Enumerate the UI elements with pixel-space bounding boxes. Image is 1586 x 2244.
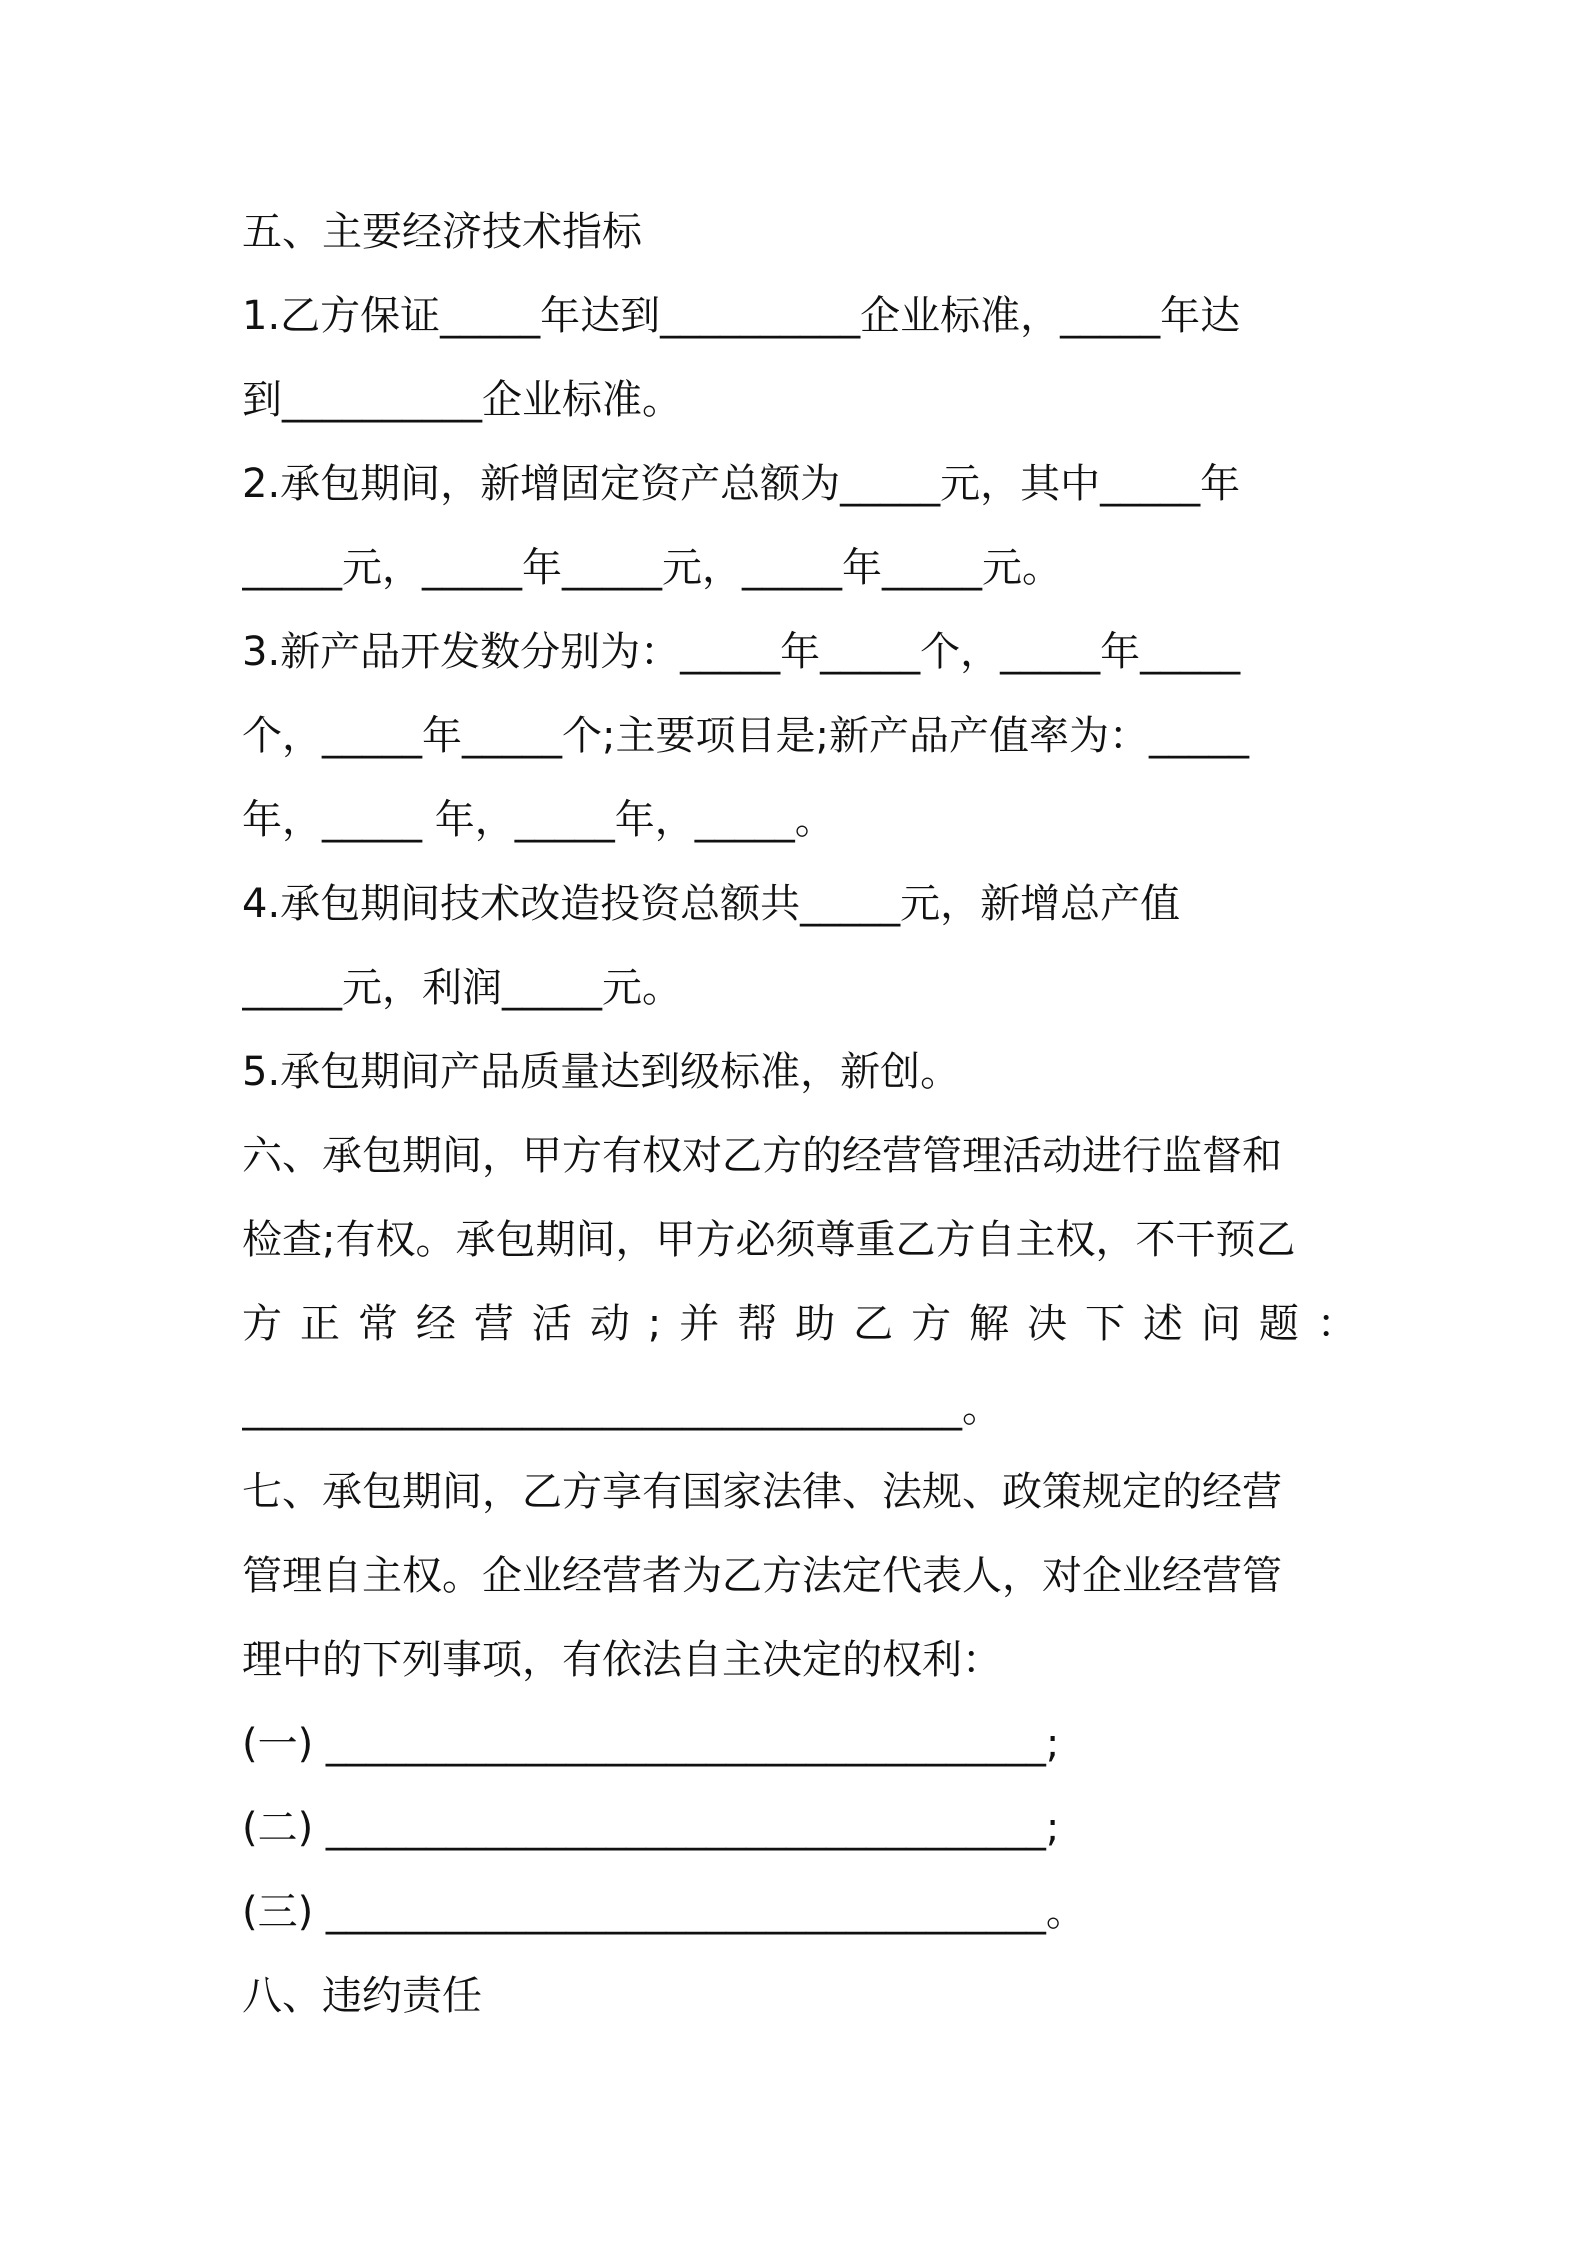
paragraph-line: 3.新产品开发数分别为：_____年_____个，_____年_____ xyxy=(242,629,1241,675)
paragraph-line: _____元，利润_____元。 xyxy=(242,965,682,1011)
section-heading-7: 七、承包期间，乙方享有国家法律、法规、政策规定的经营 xyxy=(242,1469,1282,1515)
glyph: 解 xyxy=(969,1301,1010,1347)
glyph: 并 xyxy=(679,1301,720,1347)
glyph: 帮 xyxy=(737,1301,778,1347)
section-heading-8: 八、违约责任 xyxy=(242,1973,482,2019)
list-item-3: (三) ____________________________________。 xyxy=(242,1889,1086,1935)
glyph: 常 xyxy=(357,1301,398,1347)
paragraph-line: 到__________企业标准。 xyxy=(242,377,682,423)
glyph: 决 xyxy=(1027,1301,1068,1347)
section-heading-6: 六、承包期间，甲方有权对乙方的经营管理活动进行监督和 xyxy=(242,1133,1282,1179)
glyph: 述 xyxy=(1142,1301,1183,1347)
paragraph-line: 检查;有权。承包期间，甲方必须尊重乙方自主权，不干预乙 xyxy=(242,1217,1296,1263)
paragraph-line: 1.乙方保证_____年达到__________企业标准，_____年达 xyxy=(242,293,1241,339)
paragraph-line: 4.承包期间技术改造投资总额共_____元，新增总产值 xyxy=(242,881,1181,927)
paragraph-line: 2.承包期间，新增固定资产总额为_____元，其中_____年 xyxy=(242,461,1241,507)
paragraph-line: 年，_____ 年，_____年，_____。 xyxy=(242,797,835,843)
glyph: 乙 xyxy=(853,1301,894,1347)
glyph: 下 xyxy=(1085,1301,1126,1347)
glyph: ; xyxy=(647,1301,662,1347)
glyph: 正 xyxy=(299,1301,340,1347)
paragraph-line: 管理自主权。企业经营者为乙方法定代表人，对企业经营管 xyxy=(242,1553,1282,1599)
glyph: 题 xyxy=(1258,1301,1299,1347)
paragraph-line: 5.承包期间产品质量达到级标准，新创。 xyxy=(242,1049,961,1095)
list-item-1: (一) ____________________________________; xyxy=(242,1721,1060,1767)
paragraph-line: ____________________________________。 xyxy=(242,1385,1002,1431)
glyph: 问 xyxy=(1200,1301,1241,1347)
glyph: 经 xyxy=(415,1301,456,1347)
paragraph-line: 个，_____年_____个;主要项目是;新产品产值率为：_____ xyxy=(242,713,1249,759)
section-heading-5: 五、主要经济技术指标 xyxy=(242,209,642,255)
glyph: 方 xyxy=(242,1301,282,1347)
list-item-2: (二) ____________________________________; xyxy=(242,1805,1060,1851)
glyph: 活 xyxy=(531,1301,572,1347)
paragraph-line: _____元，_____年_____元，_____年_____元。 xyxy=(242,545,1062,591)
paragraph-line: 理中的下列事项，有依法自主决定的权利： xyxy=(242,1637,1002,1683)
glyph: 动 xyxy=(589,1301,630,1347)
paragraph-line-justified xyxy=(242,1296,1357,1352)
glyph: 助 xyxy=(795,1301,836,1347)
glyph: 方 xyxy=(911,1301,952,1347)
glyph: ： xyxy=(1316,1301,1357,1347)
glyph: 营 xyxy=(473,1301,514,1347)
